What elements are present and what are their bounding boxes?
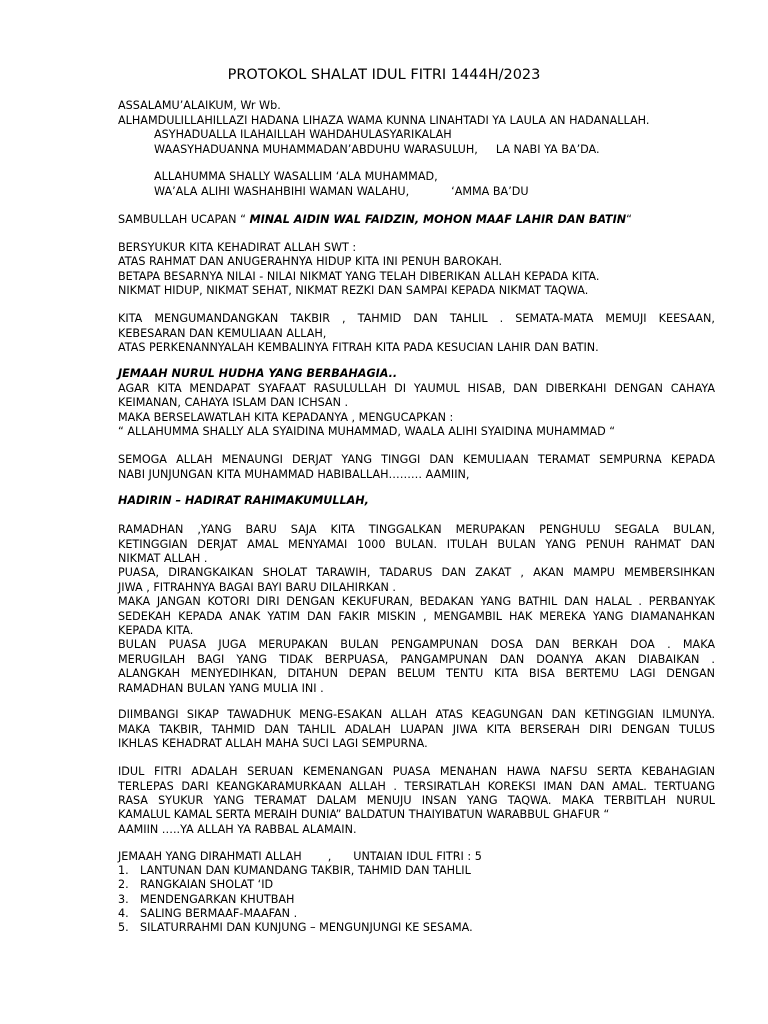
- syukur-line-2: ATAS RAHMAT DAN ANUGERAHNYA HIDUP KITA INI PENUH BAROKAH.: [118, 255, 503, 268]
- document-title: PROTOKOL SHALAT IDUL FITRI 1444H/2023: [227, 67, 541, 83]
- list-item-text: LANTUNAN DAN KUMANDANG TAKBIR, TAHMID DAN TAHLIL: [140, 864, 471, 877]
- ramadhan-line-6: MAKA JANGAN KOTORI DIRI DENGAN KEKUFURAN, BEDAKAN YANG BATHIL DAN HALAL . PERBANYAK: [118, 595, 715, 608]
- jemaah-nurul-heading: JEMAAH NURUL HUDHA YANG BERBAHAGIA..: [118, 367, 398, 380]
- shalawat-line-2-a: WA’ALA ALIHI WASHAHBIHI WAMAN WALAHU,: [154, 185, 410, 198]
- idul-line-2: TERLEPAS DARI KEANGKARAMURKAAN ALLAH . TERSIRATLAH KOREKSI IMAN DAN AMAL. TERTUANG: [118, 780, 715, 793]
- ramadhan-line-8: KEPADA KITA.: [118, 624, 194, 637]
- untaian-heading-c: UNTAIAN IDUL FITRI : 5: [353, 850, 482, 863]
- takbir-line-3: ATAS PERKENANNYALAH KEMBALINYA FITRAH KITA PADA KESUCIAN LAHIR DAN BATIN.: [118, 341, 599, 354]
- diimbangi-line-1: DIIMBANGI SIKAP TAWADHUK MENG-ESAKAN ALLAH ATAS KEAGUNGAN DAN KETINGGIAN ILMUNYA.: [118, 708, 715, 721]
- list-item-text: MENDENGARKAN KHUTBAH: [140, 893, 295, 906]
- idul-line-1: IDUL FITRI ADALAH SERUAN KEMENANGAN PUASA MENAHAN HAWA NAFSU SERTA KEBAHAGIAN: [118, 765, 715, 778]
- list-item-text: RANGKAIAN SHOLAT ‘ID: [140, 878, 274, 891]
- list-item-number: 4.: [118, 907, 129, 920]
- list-item-number: 2.: [118, 878, 129, 891]
- ramadhan-line-4: PUASA, DIRANGKAIKAN SHOLAT TARAWIH, TADARUS DAN ZAKAT , AKAN MAMPU MEMBERSIHKAN: [118, 566, 715, 579]
- takbir-line-2: KEBESARAN DAN KEMULIAAN ALLAH,: [118, 327, 327, 340]
- ucapan-suffix: “: [626, 213, 632, 226]
- idul-line-4: KAMALUL KAMAL SERTA MERAIH DUNIA” BALDATUN THAIYIBATUN WARABBUL GHAFUR “: [118, 808, 610, 821]
- jemaah-nurul-line-3: MAKA BERSELAWATLAH KITA KEPADANYA , MENGUCAPKAN :: [118, 411, 454, 424]
- syahadat-line-2-b: LA NABI YA BA’DA.: [495, 143, 600, 156]
- ramadhan-line-5: JIWA , FITRAHNYA BAGAI BAYI BARU DILAHIRKAN .: [118, 581, 396, 594]
- ramadhan-line-7: SEDEKAH KEPADA ANAK YATIM DAN FAKIR MISKIN , MENGAMBIL HAK MEREKA YANG DIAMANAHKAN: [118, 610, 715, 623]
- list-item: [118, 921, 473, 935]
- ramadhan-line-3: NIKMAT ALLAH .: [118, 552, 208, 565]
- list-item: [118, 878, 273, 892]
- syahadat-line-1: ASYHADUALLA ILAHAILLAH WAHDAHULASYARIKALAH: [154, 128, 452, 141]
- ramadhan-line-11: ALANGKAH MENYEDIHKAN, DITAHUN DEPAN BELUM TENTU KITA BISA BERTEMU LAGI DENGAN: [118, 667, 715, 680]
- semoga-line-1: SEMOGA ALLAH MENAUNGI DERJAT YANG TINGGI DAN KEMULIAAN TERAMAT SEMPURNA KEPADA: [118, 453, 715, 466]
- ramadhan-line-2: KETINGGIAN DERJAT AMAL MENYAMAI 1000 BULAN. ITULAH BULAN YANG PENUH RAHMAT DAN: [118, 538, 715, 551]
- syahadat-line-2-a: WAASYHADUANNA MUHAMMADAN’ABDUHU WARASULUH,: [154, 143, 478, 156]
- idul-line-3: RASA SYUKUR YANG TERAMAT DALAM MENUJU INSAN YANG TAQWA. MAKA TERBITLAH NURUL: [118, 794, 715, 807]
- greeting-ucapan-line: [118, 213, 632, 227]
- ramadhan-line-9: BULAN PUASA JUGA MERUPAKAN BULAN PENGAMPUNAN DOSA DAN BERKAH DOA . MAKA: [118, 638, 715, 651]
- untaian-heading-a: JEMAAH YANG DIRAHMATI ALLAH: [118, 850, 302, 863]
- ucapan-bold: MINAL AIDIN WAL FAIDZIN, MOHON MAAF LAHIR DAN BATIN: [249, 213, 627, 226]
- jemaah-nurul-line-4: “ ALLAHUMMA SHALLY ALA SYAIDINA MUHAMMAD, WAALA ALIHI SYAIDINA MUHAMMAD “: [118, 425, 616, 438]
- syukur-line-4: NIKMAT HIDUP, NIKMAT SEHAT, NIKMAT REZKI DAN SAMPAI KEPADA NIKMAT TAQWA.: [118, 284, 589, 297]
- ramadhan-line-10: MERUGILAH BAGI YANG TIDAK BERPUASA, PANGAMPUNAN DAN DOANYA AKAN DIABAIKAN .: [118, 653, 715, 666]
- list-item-number: 5.: [118, 921, 129, 934]
- list-item: [118, 907, 297, 921]
- diimbangi-line-2: MAKA TAKBIR, TAHMID DAN TAHLIL ADALAH LUAPAN JIWA KITA BERSERAH DIRI DENGAN TULUS: [118, 723, 715, 736]
- list-item: [118, 864, 471, 878]
- syahadat-line-2: [154, 143, 600, 157]
- jemaah-nurul-line-1: AGAR KITA MENDAPAT SYAFAAT RASULULLAH DI YAUMUL HISAB, DAN DIBERKAHI DENGAN CAHAYA: [118, 382, 715, 395]
- syukur-line-1: BERSYUKUR KITA KEHADIRAT ALLAH SWT :: [118, 241, 357, 254]
- jemaah-nurul-line-2: KEIMANAN, CAHAYA ISLAM DAN ICHSAN .: [118, 396, 349, 409]
- shalawat-line-1: ALLAHUMMA SHALLY WASALLIM ‘ALA MUHAMMAD,: [154, 170, 438, 183]
- untaian-heading: [118, 850, 482, 864]
- diimbangi-line-3: IKHLAS KEHADRAT ALLAH MAHA SUCI LAGI SEMPURNA.: [118, 737, 428, 750]
- list-item-text: SALING BERMAAF-MAAFAN .: [140, 907, 298, 920]
- syukur-line-3: BETAPA BESARNYA NILAI - NILAI NIKMAT YANG TELAH DIBERIKAN ALLAH KEPADA KITA.: [118, 270, 600, 283]
- idul-line-5: AAMIIN …..YA ALLAH YA RABBAL ALAMAIN.: [118, 823, 357, 836]
- ucapan-prefix: SAMBULLAH UCAPAN “: [118, 213, 246, 226]
- ramadhan-line-1: RAMADHAN ,YANG BARU SAJA KITA TINGGALKAN MERUPAKAN PENGHULU SEGALA BULAN,: [118, 523, 715, 536]
- hamdalah-line: ALHAMDULILLAHILLAZI HADANA LIHAZA WAMA KUNNA LINAHTADI YA LAULA AN HADANALLAH.: [118, 114, 650, 127]
- shalawat-line-2-b: ‘AMMA BA’DU: [451, 185, 529, 198]
- greeting-line: ASSALAMU’ALAIKUM, Wr Wb.: [118, 99, 281, 112]
- ramadhan-line-12: RAMADHAN BULAN YANG MULIA INI .: [118, 682, 324, 695]
- semoga-line-2: NABI JUNJUNGAN KITA MUHAMMAD HABIBALLAH……… AAMIIN,: [118, 468, 470, 481]
- list-item-text: SILATURRAHMI DAN KUNJUNG – MENGUNJUNGI KE SESAMA.: [140, 921, 473, 934]
- list-item-number: 3.: [118, 893, 129, 906]
- list-item: [118, 893, 294, 907]
- untaian-heading-b: ,: [327, 850, 332, 863]
- shalawat-line-2: [154, 185, 529, 199]
- list-item-number: 1.: [118, 864, 129, 877]
- takbir-line-1: KITA MENGUMANDANGKAN TAKBIR , TAHMID DAN TAHLIL . SEMATA-MATA MEMUJI KEESAAN,: [118, 312, 715, 325]
- hadirin-heading: HADIRIN – HADIRAT RAHIMAKUMULLAH,: [118, 494, 369, 507]
